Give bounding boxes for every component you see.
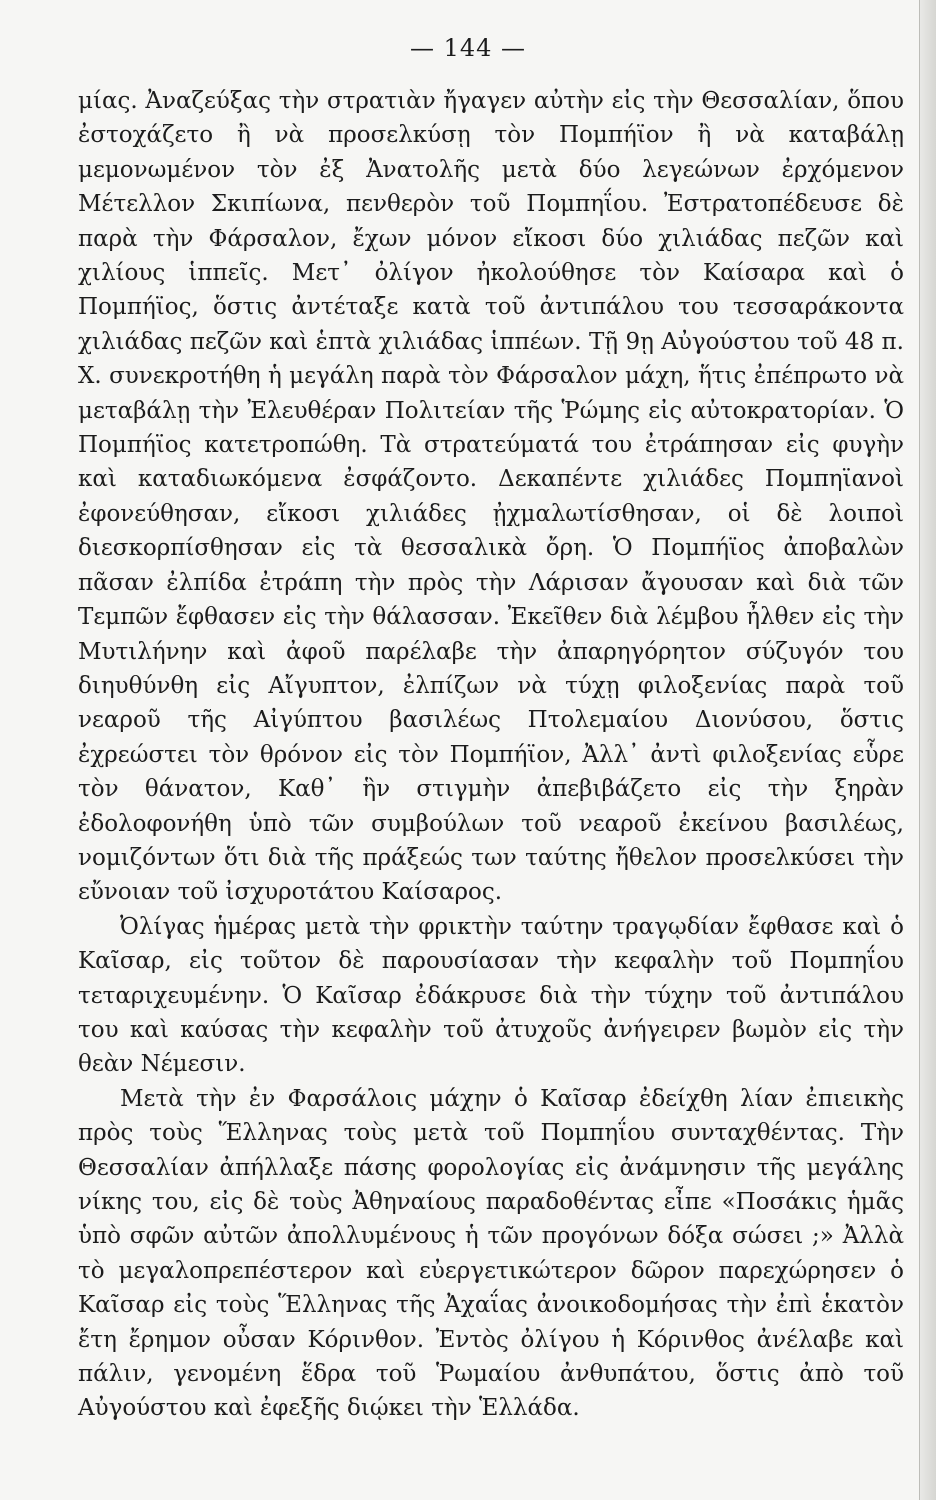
page-number: — 144 — [409, 34, 527, 62]
paragraph-2: Ὀλίγας ἡμέρας μετὰ τὴν φρικτὴν ταύτην τραγῳδίαν ἔφθασε καὶ ὁ Καῖσαρ, εἰς τοῦτον δὲ παρουσίασαν τὴν κεφαλὴν τοῦ Πομπηΐου τεταριχευμένην. Ὁ Καῖσαρ ἐδάκρυσε διὰ τὴν τύχην τοῦ ἀντιπάλου του καὶ καύσας τὴν κεφαλὴν τοῦ ἀτυχοῦς ἀνήγειρεν βωμὸν εἰς τὴν θεὰν Νέμεσιν. [78, 913, 904, 1078]
paragraph-3: Μετὰ τὴν ἐν Φαρσάλοις μάχην ὁ Καῖσαρ ἐδείχθη λίαν ἐπιεικὴς πρὸς τοὺς Ἕλληνας τοὺς μετὰ τοῦ Πομπηΐου συνταχθέντας. Τὴν Θεσσαλίαν ἀπήλλαξε πάσης φορολογίας εἰς ἀνάμνησιν τῆς μεγάλης νίκης του, εἰς δὲ τοὺς Ἀθηναίους παραδοθέντας εἶπε «Ποσάκις ἡμᾶς ὑπὸ σφῶν αὐτῶν ἀπολλυμένους ἡ τῶν προγόνων δόξα σώσει ;» Ἀλλὰ τὸ μεγαλοπρεπέστερον καὶ εὐεργετικώτερον δῶρον παρεχώρησεν ὁ Καῖσαρ εἰς τοὺς Ἕλληνας τῆς Ἀχαΐας ἀνοικοδομήσας τὴν ἐπὶ ἑκατὸν ἔτη ἔρημον οὖσαν Κόρινθον. Ἐντὸς ὀλίγου ἡ Κόρινθος ἀνέλαβε καὶ πάλιν, γενομένη ἕδρα τοῦ Ῥωμαίου ἀνθυπάτου, ὅστις ἀπὸ τοῦ Αὐγούστου καὶ ἐφεξῆς διῴκει τὴν Ἑλλάδα. [78, 1085, 904, 1422]
body-text [78, 84, 904, 1426]
page-gutter-edge [919, 0, 936, 1500]
paragraph-1: μίας. Ἀναζεύξας τὴν στρατιὰν ἤγαγεν αὐτὴν εἰς τὴν Θεσσαλίαν, ὅπου ἐστοχάζετο ἢ νὰ προσελκύσῃ τὸν Πομπήϊον ἢ νὰ καταβάλῃ μεμονωμένον τὸν ἐξ Ἀνατολῆς μετὰ δύο λεγεώνων ἐρχόμενον Μέτελλον Σκιπίωνα, πενθερὸν τοῦ Πομπηΐου. Ἐστρατοπέδευσε δὲ παρὰ τὴν Φάρσαλον, ἔχων μόνον εἴκοσι δύο χιλιάδας πεζῶν καὶ χιλίους ἱππεῖς. Μετ᾽ ὀλίγον ἠκολούθησε τὸν Καίσαρα καὶ ὁ Πομπήϊος, ὅστις ἀντέταξε κατὰ τοῦ ἀντιπάλου του τεσσαράκοντα χιλιάδας πεζῶν καὶ ἑπτὰ χιλιάδας ἱππέων. Τῇ 9ῃ Αὐγούστου τοῦ 48 π. Χ. συνεκροτήθη ἡ μεγάλη παρὰ τὸν Φάρσαλον μάχη, ἥτις ἐπέπρωτο νὰ μεταβάλῃ τὴν Ἐλευθέραν Πολιτείαν τῆς Ῥώμης εἰς αὐτοκρατορίαν. Ὁ Πομπήϊος κατετροπώθη. Τὰ στρατεύματά του ἐτράπησαν εἰς φυγὴν καὶ καταδιωκόμενα ἐσφάζοντο. Δεκαπέντε χιλιάδες Πομπηϊανοὶ ἐφονεύθησαν, εἴκοσι χιλιάδες ᾐχμαλωτίσθησαν, οἱ δὲ λοιποὶ διεσκορπίσθησαν εἰς τὰ θεσσαλικὰ ὄρη. Ὁ Πομπήϊος ἀποβαλὼν πᾶσαν ἐλπίδα ἐτράπη τὴν πρὸς τὴν Λάρισαν ἄγουσαν καὶ διὰ τῶν Τεμπῶν ἔφθασεν εἰς τὴν θάλασσαν. Ἐκεῖθεν διὰ λέμβου ἦλθεν εἰς τὴν Μυτιλήνην καὶ ἀφοῦ παρέλαβε τὴν ἀπαρηγόρητον σύζυγόν του διηυθύνθη εἰς Αἴγυπτον, ἐλπίζων νὰ τύχῃ φιλοξενίας παρὰ τοῦ νεαροῦ τῆς Αἰγύπτου βασιλέως Πτολεμαίου Διονύσου, ὅστις ἐχρεώστει τὸν θρόνον εἰς τὸν Πομπήϊον, Ἀλλ᾽ ἀντὶ φιλοξενίας εὗρε τὸν θάνατον, Καθ᾽ ἣν στιγμὴν ἀπεβιβάζετο εἰς τὴν ξηρὰν ἐδολοφονήθη ὑπὸ τῶν συμβούλων τοῦ νεαροῦ ἐκείνου βασιλέως, νομιζόντων ὅτι διὰ τῆς πράξεώς των ταύτης ἤθελον προσελκύσει τὴν εὔνοιαν τοῦ ἰσχυροτάτου Καίσαρος. [78, 88, 904, 906]
